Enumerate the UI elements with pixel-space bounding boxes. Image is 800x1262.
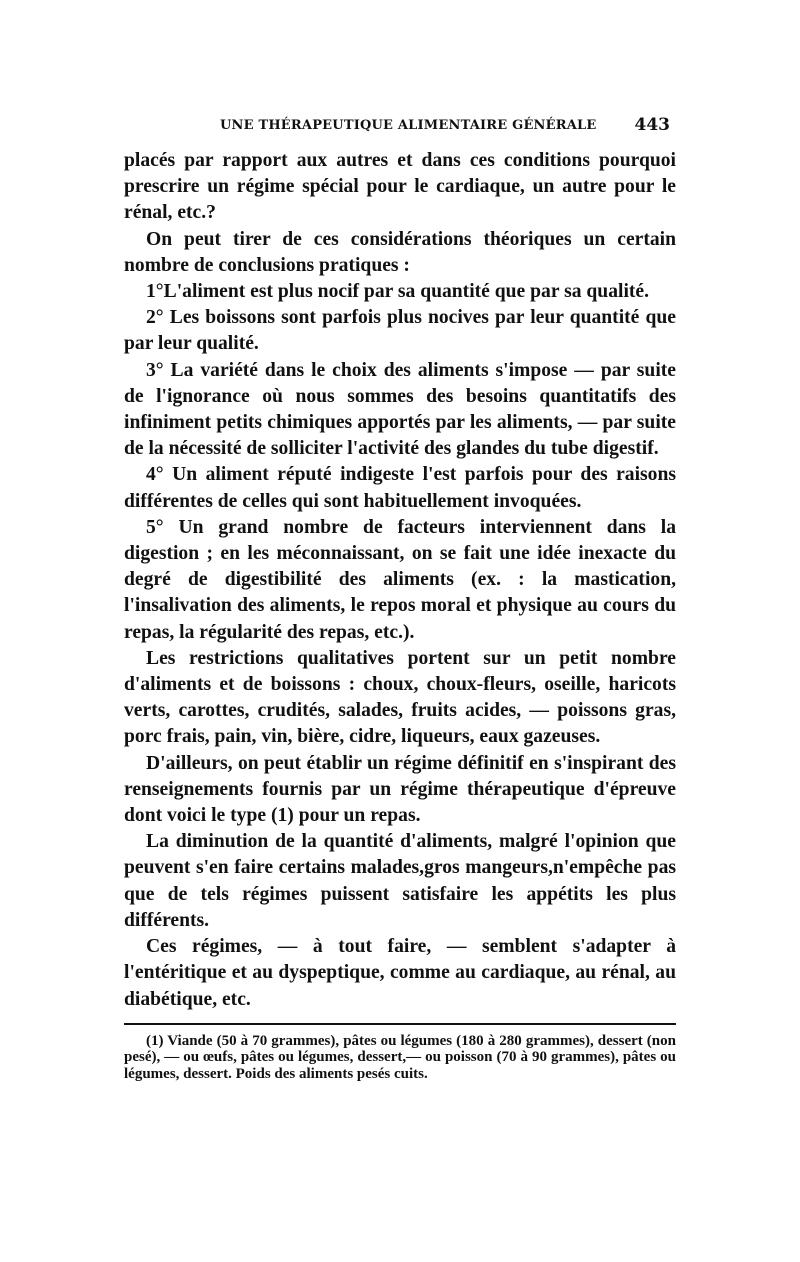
book-page: [124, 112, 676, 1082]
paragraph: Ces régimes, — à tout faire, — semblent s'adapter à l'entéritique et au dyspeptique, comme au cardiaque, au rénal, au diabétique, etc.: [124, 936, 676, 1010]
paragraph: D'ailleurs, on peut établir un régime définitif en s'inspirant des renseignements fournis par un régime thérapeutique d'épreuve dont voici le type (1) pour un repas.: [124, 752, 676, 827]
paragraph: La diminution de la quantité d'aliments, malgré l'opinion que peuvent s'en faire certains malades,gros mangeurs,n'empêche pas que de tels régimes puissent satisfaire les appétits les plus différents.: [124, 831, 676, 931]
paragraph: 5° Un grand nombre de facteurs interviennent dans la digestion ; en les méconnaissant, on se fait une idée inexacte du degré de digestibilité des aliments (ex. : la mastication, l'insalivation des aliments, le repos moral et physique au cours du repas, la régularité des repas, etc.).: [124, 516, 676, 643]
footnote-divider: [124, 1023, 676, 1025]
page-number: 443: [634, 115, 670, 135]
running-head: [124, 112, 676, 142]
body-text: [124, 148, 676, 1013]
paragraph: 2° Les boissons sont parfois plus nocives par leur quantité que par leur qualité.: [124, 307, 676, 355]
paragraph: 3° La variété dans le choix des aliments s'impose — par suite de l'ignorance où nous sommes des besoins quantitatifs des infiniment petits chimiques apportés par les aliments, — par suite de la nécessité de solliciter l'activité des glandes du tube digestif.: [124, 359, 676, 460]
paragraph: 1°L'aliment est plus nocif par sa quantité que par sa qualité.: [146, 281, 650, 303]
paragraph: On peut tirer de ces considérations théoriques un certain nombre de conclusions pratiques :: [124, 228, 676, 276]
footnote: (1) Viande (50 à 70 grammes), pâtes ou légumes (180 à 280 grammes), dessert (non pesé), — ou œufs, pâtes ou légumes, dessert,— ou poisson (70 à 90 grammes), pâtes ou légumes, dessert. Poids des aliments pesés cuits.: [124, 1032, 676, 1082]
paragraph: Les restrictions qualitatives portent sur un petit nombre d'aliments et de boissons : choux, choux-fleurs, oseille, haricots verts, carottes, crudités, salades, fruits acides, — poissons gras, porc frais, pain, vin, bière, cidre, liqueurs, eaux gazeuses.: [124, 647, 676, 748]
paragraph: placés par rapport aux autres et dans ces conditions pourquoi prescrire un régime spécial pour le cardiaque, un autre pour le rénal, etc.?: [124, 150, 676, 224]
running-title: UNE THÉRAPEUTIQUE ALIMENTAIRE GÉNÉRALE: [220, 118, 597, 133]
paragraph: 4° Un aliment réputé indigeste l'est parfois pour des raisons différentes de celles qui sont habituellement invoquées.: [124, 464, 676, 512]
